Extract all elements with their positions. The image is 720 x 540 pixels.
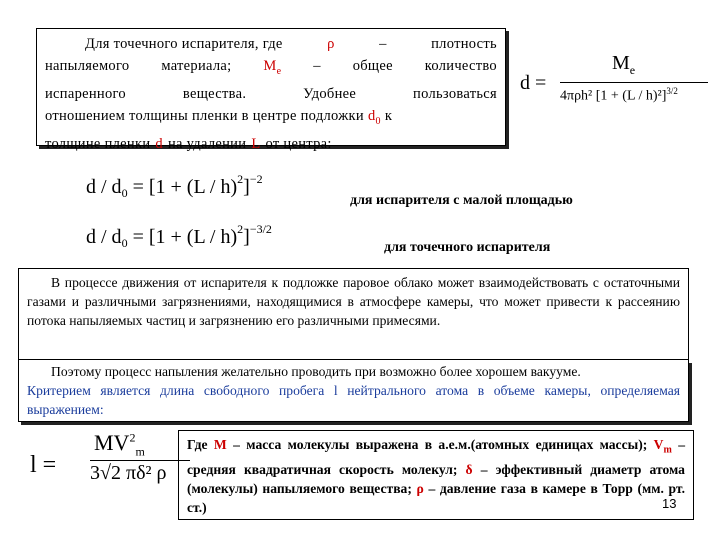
text-segment: от центра: <box>265 135 332 152</box>
fraction-bar <box>90 460 190 461</box>
me-subscript: e <box>276 65 282 77</box>
formula-denominator: 4πρh² $[1 + (L / h)^2]^{3/2}$ <box>560 86 678 104</box>
vm-symbol: $V_m$ <box>653 437 672 456</box>
delta-symbol: δ <box>465 461 473 477</box>
thickness-formula <box>520 52 710 110</box>
text-segment: количество <box>424 58 497 74</box>
me-symbol: $M_e$ <box>263 58 282 77</box>
vacuum-paragraph: Поэтому процесс напыления желательно проводить при возможно более хорошем вакууме. <box>51 364 581 379</box>
formula-small-area: $d / d_0 = [1 + (L / h)^2]^{-2}$ <box>86 172 263 200</box>
dash: – <box>313 58 321 74</box>
text-segment: к <box>384 107 393 124</box>
text-segment: толщине пленки <box>45 135 151 152</box>
rho-symbol: ρ <box>327 36 335 52</box>
formula-lhs: d = <box>520 72 547 94</box>
numerator-subscript: m <box>135 444 145 459</box>
subscript: 0 <box>121 236 128 250</box>
mean-free-path-formula <box>30 430 180 510</box>
exponent: −3/2 <box>249 222 272 236</box>
formula-numerator: $MV^2_m$ <box>94 430 145 459</box>
caption-small-area: для испарителя с малой площадью <box>350 193 573 208</box>
formula-denominator: 3√2 πδ² ρ <box>90 462 167 484</box>
definition-line-1 <box>45 33 497 55</box>
variables-box <box>178 430 694 520</box>
page-number: 13 <box>662 496 677 511</box>
m-symbol: M <box>213 437 227 452</box>
text-segment: напыляемого <box>45 58 130 74</box>
formula-lhs: l = <box>30 452 57 478</box>
definition-line-2 <box>45 55 497 83</box>
l-symbol: L <box>251 135 261 152</box>
d0-subscript: 0 <box>375 115 381 127</box>
d-symbol: d <box>155 135 163 152</box>
criterion-paragraph: Критерием является длина свободного пробега l нейтрального атома в объеме камеры, определяемая выражением: <box>27 383 680 417</box>
numerator-subscript: e <box>629 63 636 77</box>
text-segment: Где <box>187 437 208 452</box>
numerator-superscript: 2 <box>129 430 136 445</box>
vacuum-box <box>18 360 689 422</box>
definition-box <box>36 28 506 152</box>
denominator-exponent: 3/2 <box>666 86 678 96</box>
definition-line-4 <box>45 105 497 133</box>
rho-symbol: ρ <box>416 480 424 496</box>
formula-point-source: $d / d_0 = [1 + (L / h)^2]^{-3/2}$ <box>86 222 272 250</box>
text-segment: – средняя квадратичная скорость молекул; <box>187 437 686 477</box>
text-segment: материала; <box>161 58 232 74</box>
dash: – <box>379 36 387 52</box>
text-segment: общее <box>352 58 393 74</box>
text-segment: отношением толщины пленки в центре подложки <box>45 107 364 124</box>
vapor-cloud-paragraph: В процессе движения от испарителя к подложке паровое облако может взаимодействовать с остаточными газами и различными загрязнениями, находящимися в атмосфере камеры, что может привести к рассеянию потока напыляемых частиц и загрязнению его различными примесями. <box>27 275 680 328</box>
superscript: 2 <box>237 222 244 236</box>
text-segment: – давление газа в камере в Торр (мм. рт. ст.) <box>187 480 685 515</box>
definition-line-5 <box>45 133 497 155</box>
text-segment: плотность <box>431 36 497 52</box>
formula-numerator: $M_e$ <box>612 52 636 77</box>
text-segment: пользоваться <box>413 85 497 102</box>
exponent: −2 <box>249 172 263 186</box>
text-segment: – эффективный диаметр атома (молекулы) напыляемого вещества; <box>187 461 685 496</box>
text-segment: испаренного <box>45 85 126 102</box>
definition-line-3 <box>45 83 497 105</box>
d0-symbol: $d_0$ <box>367 107 381 127</box>
subscript: 0 <box>121 186 128 200</box>
vm-subscript: m <box>663 444 672 456</box>
text-segment: – масса молекулы выражена в а.е.м.(атомных единицах массы); <box>233 437 648 452</box>
fraction-bar <box>560 82 708 83</box>
text-segment: на удалении <box>167 135 247 152</box>
superscript: 2 <box>237 172 244 186</box>
vapor-cloud-box <box>18 268 689 360</box>
text-segment: Для точечного испарителя, где <box>85 36 283 52</box>
caption-point-source: для точечного испарителя <box>384 240 551 255</box>
text-segment: вещества. <box>182 85 247 102</box>
text-segment: Удобнее <box>303 85 357 102</box>
